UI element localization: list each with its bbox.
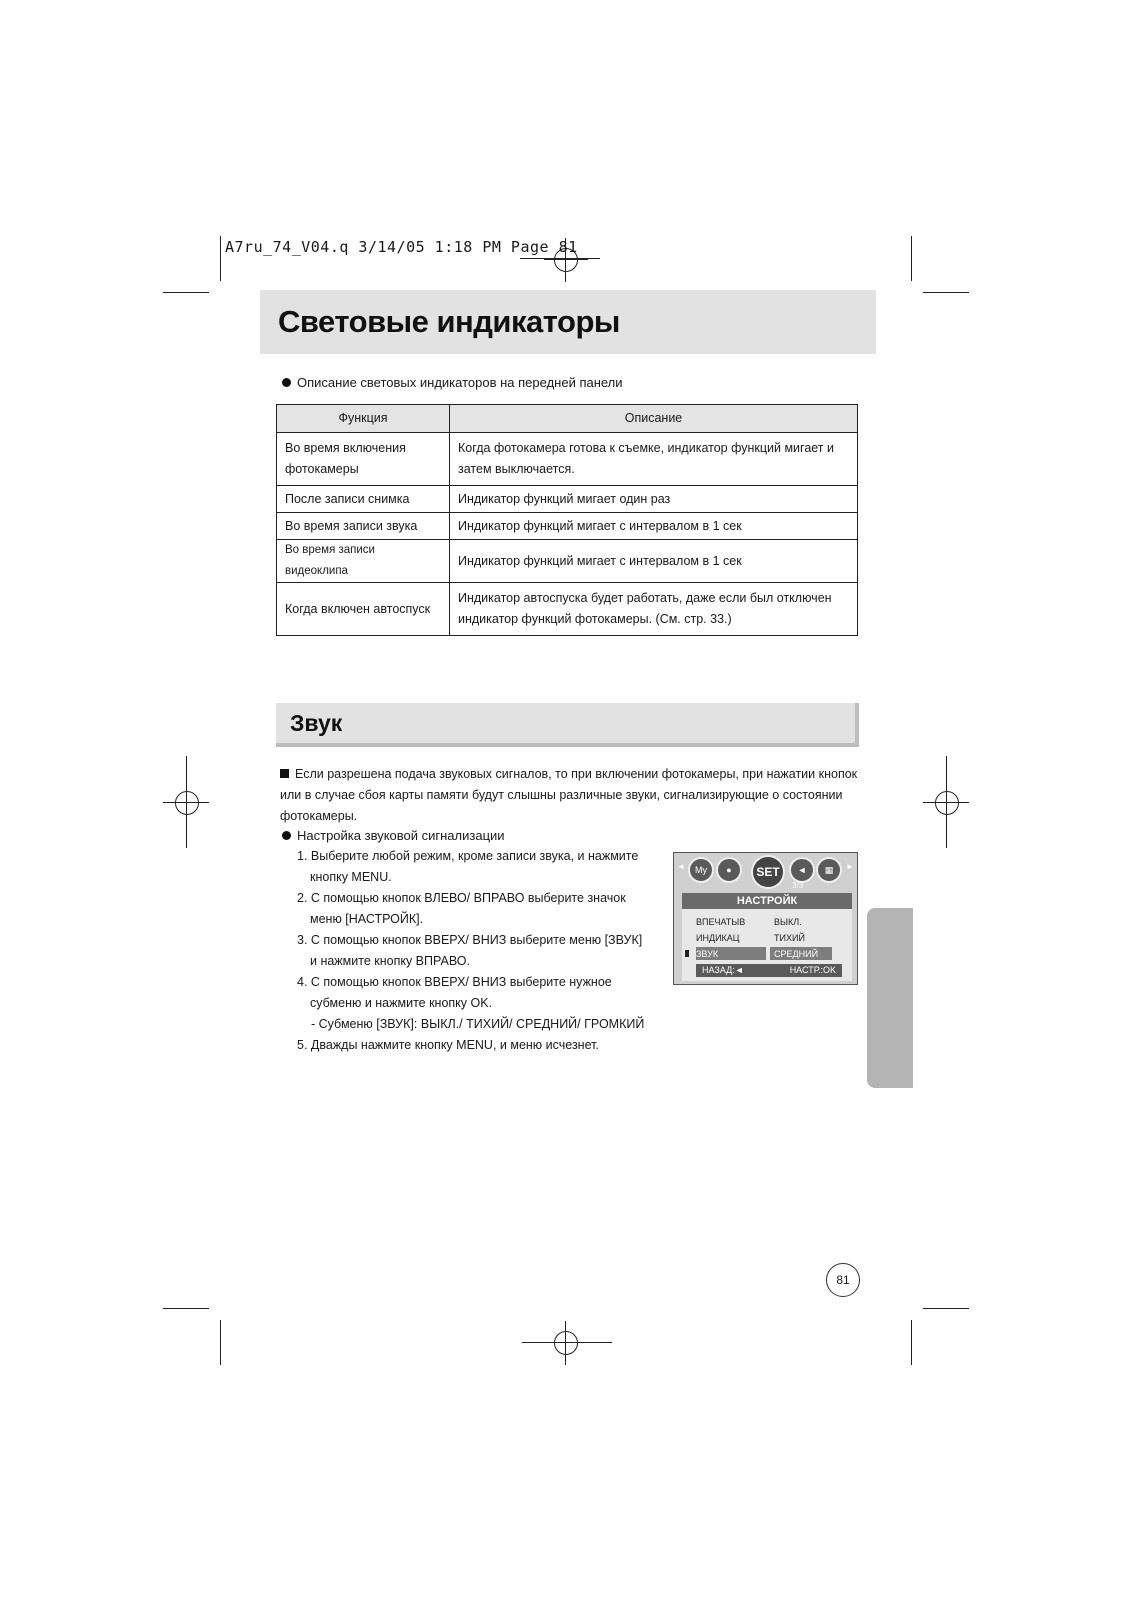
menu-row-value: СРЕДНИЙ [774,949,819,959]
sound-intro-text: Если разрешена подача звуковых сигналов, то при включении фотокамеры, при нажатии кнопок или в случае сбоя карты памяти будут слышны различные звуки, сигнализирующие о состоянии фотокамеры. [280,767,858,823]
table-cell-function: После записи снимка [277,486,450,513]
table-header-description: Описание [450,405,858,433]
table-cell-function: Во время записи видеоклипа [277,540,450,583]
intro-bullet-text: Описание световых индикаторов на передней панели [297,375,623,390]
title-band [260,290,876,354]
table-cell-description: Индикатор функций мигает с интервалом в 1 сек [450,513,858,540]
page-number: 81 [826,1263,860,1297]
setup-bullet [282,828,505,843]
menu-footer [696,964,842,977]
table-row [277,513,858,540]
registration-mark [925,781,969,825]
menu-title: НАСТРОЙК [682,893,852,909]
bullet-dot-icon [282,378,291,387]
grid-icon: ▦ [816,857,842,883]
table-header-row [277,405,858,433]
table-cell-function: Когда включен автоспуск [277,583,450,636]
sound-intro [280,764,858,827]
step-item: 1. Выберите любой режим, кроме записи звука, и нажмите кнопку MENU. [297,849,639,884]
table-row [277,486,858,513]
table-row [277,540,858,583]
step-item: 3. С помощью кнопок ВВЕРХ/ ВНИЗ выберите меню [ЗВУК] и нажмите кнопку ВПРАВО. [297,933,643,968]
crop-mark [911,236,912,281]
footer-back: НАЗАД:◄ [702,965,744,975]
menu-row-value: ВЫКЛ. [774,917,802,927]
registration-mark [165,781,209,825]
square-bullet-icon [280,769,289,778]
crop-mark [911,1320,912,1365]
footer-set: НАСТР.:OK [789,965,836,975]
slug-underline [520,258,600,259]
table-cell-function: Во время включения фотокамеры [277,433,450,486]
print-slug: A7ru_74_V04.q 3/14/05 1:18 PM Page 81 [225,238,578,256]
step-item: 4. С помощью кнопок ВВЕРХ/ ВНИЗ выберите нужное субменю и нажмите кнопку OK. [297,975,612,1010]
table-cell-description: Индикатор функций мигает один раз [450,486,858,513]
table-cell-description: Индикатор автоспуска будет работать, даже если был отключен индикатор функций фотокамеры. (См. стр. 33.) [450,583,858,636]
sound-icon: ◄ [789,857,815,883]
crop-mark [163,1308,209,1309]
intro-bullet [282,375,623,390]
side-tab [867,908,913,1088]
menu-row-label: ИНДИКАЦ [696,933,740,943]
crop-mark [220,1320,221,1365]
table-row [277,433,858,486]
right-arrow-icon: ► [846,862,854,871]
scroll-marker [685,950,689,957]
section-band [276,703,859,747]
page-title: Световые индикаторы [278,304,620,339]
crop-mark [923,1308,969,1309]
table-cell-description: Когда фотокамера готова к съемке, индикатор функций мигает и затем выключается. [450,433,858,486]
table-header-function: Функция [277,405,450,433]
steps-list [297,846,652,1056]
set-icon: SET [751,855,785,889]
table-row [277,583,858,636]
menu-row-label: ВПЕЧАТЫВ [696,917,746,927]
bullet-dot-icon [282,831,291,840]
menu-row-label: ЗВУК [696,949,719,959]
indicator-table [276,404,858,636]
table-cell-description: Индикатор функций мигает с интервалом в 1 сек [450,540,858,583]
page-indicator: 3/3 [792,881,804,890]
table-cell-function: Во время записи звука [277,513,450,540]
section-title: Звук [290,710,343,736]
registration-mark [544,1321,588,1365]
left-arrow-icon: ◄ [677,862,685,871]
my-icon: My [688,857,714,883]
camera-menu-screen [673,852,858,985]
setup-bullet-text: Настройка звуковой сигнализации [297,828,505,843]
menu-row-value: ТИХИЙ [774,933,805,943]
crop-mark [220,236,221,281]
step-item: - Субменю [ЗВУК]: ВЫКЛ./ ТИХИЙ/ СРЕДНИЙ/ ГРОМКИЙ [311,1017,645,1031]
crop-mark [163,292,209,293]
step-item: 5. Дважды нажмите кнопку MENU, и меню исчезнет. [297,1038,599,1052]
step-item: 2. С помощью кнопок ВЛЕВО/ ВПРАВО выберите значок меню [НАСТРОЙК]. [297,891,626,926]
person-icon: ● [716,857,742,883]
crop-mark [923,292,969,293]
